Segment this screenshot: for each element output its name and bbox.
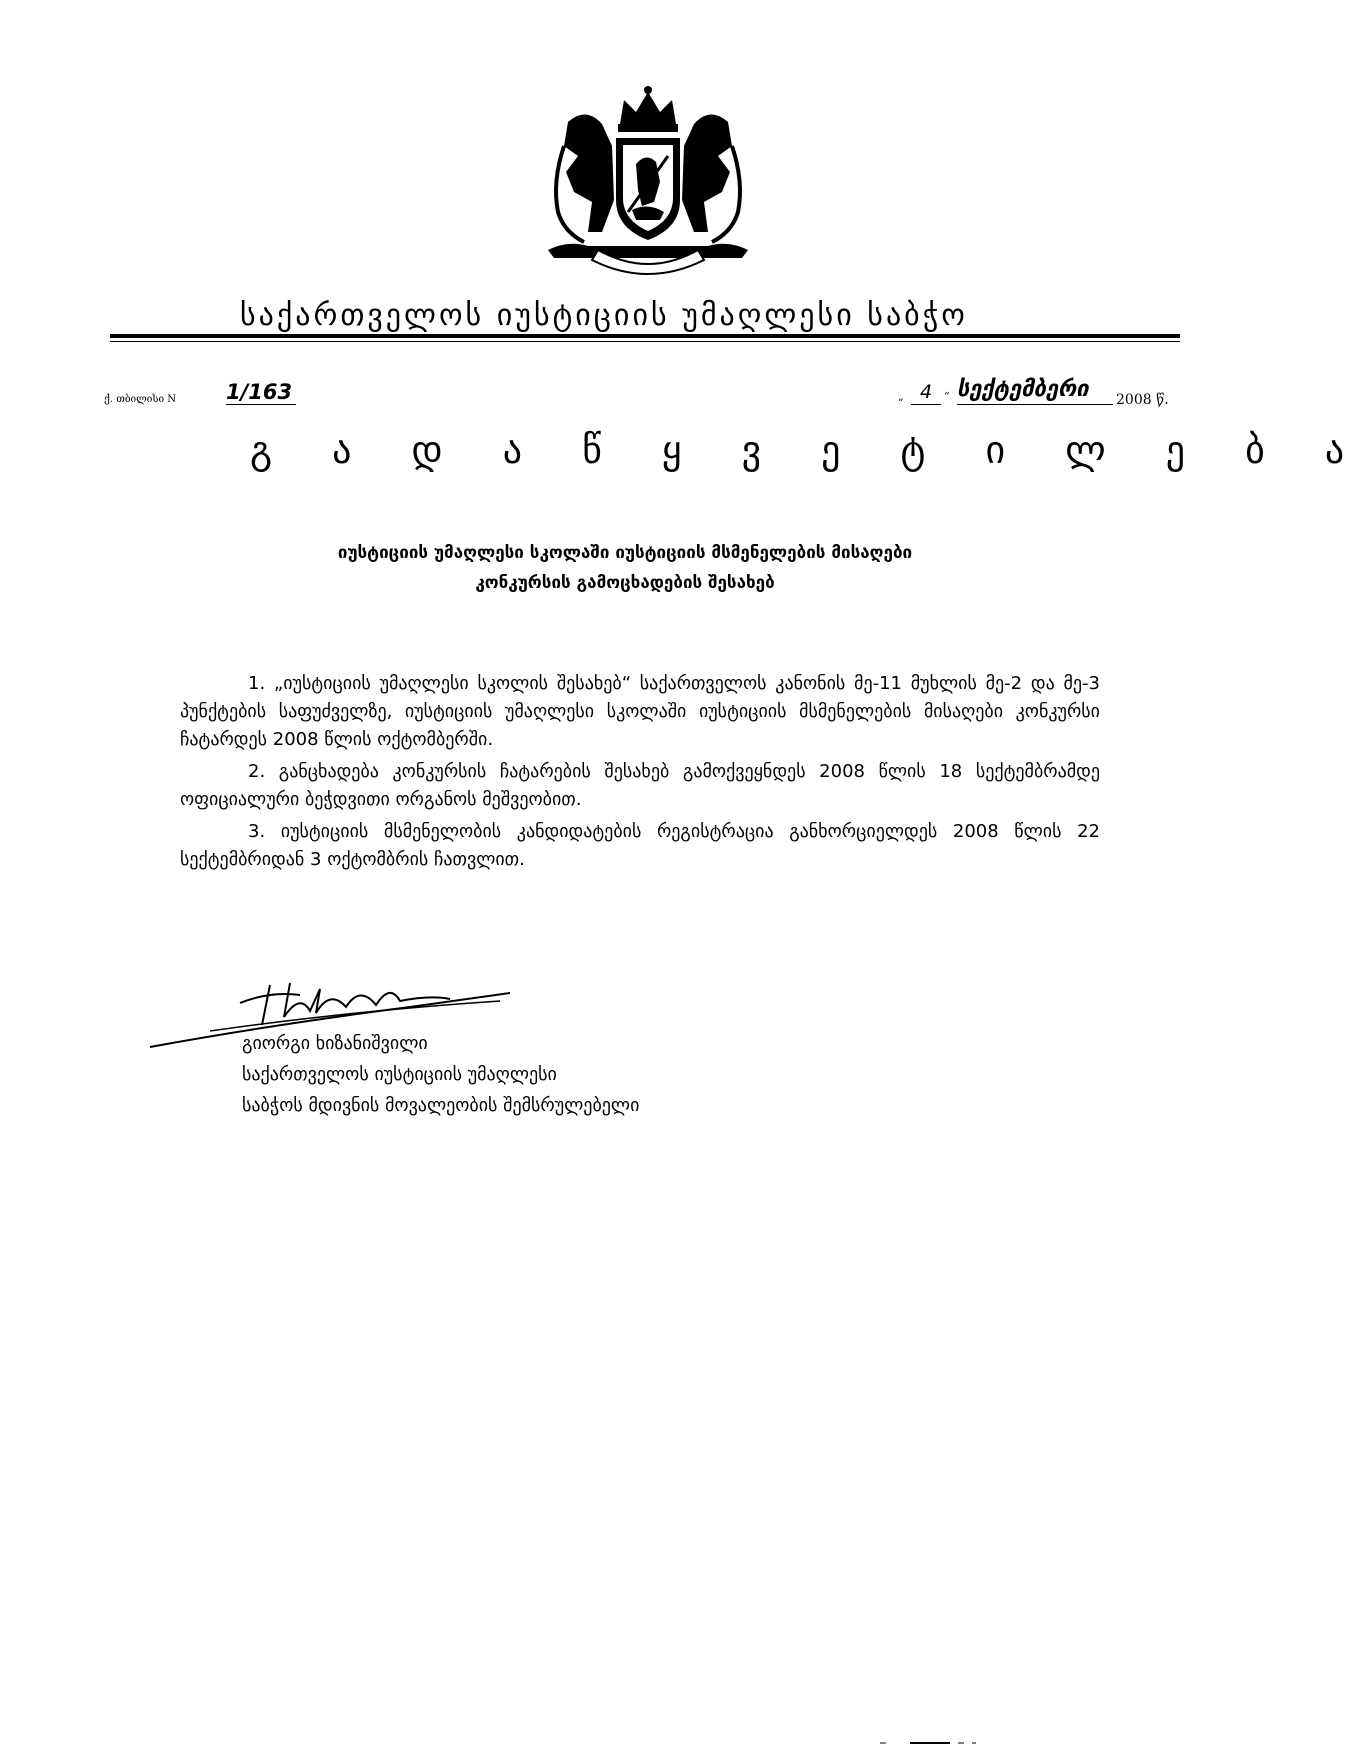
body-paragraph-1: 1. „იუსტიციის უმაღლესი სკოლის შესახებ“ საქართველოს კანონის მე-11 მუხლის მე-2 და მე-3 პუნქტების საფუძველზე, იუსტიციის უმაღლესი სკოლაში იუსტიციის მსმენელების მისაღები კონკურსი ჩატარდეს 2008 წლის ოქტომბერში. [180, 673, 1100, 750]
signatory-block [242, 1028, 639, 1121]
date-month: სექტემბერი [957, 376, 1113, 405]
signatory-title-line: საბჭოს მდივნის მოვალეობის შემსრულებელი [242, 1095, 640, 1116]
header-rule-thick [110, 334, 1180, 338]
body-paragraph-2: 2. განცხადება კონკურსის ჩატარების შესახებ გამოქვეყნდეს 2008 წლის 18 სექტემბრამდე ოფიციალური ბეჭდვითი ორგანოს მეშვეობით. [180, 761, 1100, 810]
document-number-label: ქ. თბილისი N [104, 394, 176, 405]
document-type-heading: გ ა დ ა წ ყ ვ ე ტ ი ლ ე ბ ა [250, 428, 1368, 472]
coat-of-arms-icon [528, 82, 768, 282]
signatory-title-line: საქართველოს იუსტიციის უმაღლესი [242, 1064, 557, 1085]
organization-title: საქართველოს იუსტიციის უმაღლესი საბჭო [240, 298, 968, 333]
date-year: 2008 წ. [1116, 392, 1169, 408]
date-day: 4 [911, 380, 941, 405]
document-number-value: 1/163 [226, 380, 296, 405]
date-quote-open: „ [898, 390, 904, 403]
document-subject [250, 538, 1000, 598]
document-body [180, 670, 1100, 878]
header-rule-thin [110, 341, 1180, 342]
date-quote-close: “ [944, 390, 950, 403]
subject-line: იუსტიციის უმაღლესი სკოლაში იუსტიციის მსმენელების მისაღები [337, 543, 913, 563]
signatory-name: გიორგი ხიზანიშვილი [242, 1033, 428, 1054]
subject-line: კონკურსის გამოცხადების შესახებ [475, 573, 775, 593]
footer-marks [880, 1740, 990, 1746]
body-paragraph-3: 3. იუსტიციის მსმენელობის კანდიდატების რეგისტრაცია განხორციელდეს 2008 წლის 22 სექტემბრიდან 3 ოქტომბრის ჩათვლით. [180, 821, 1100, 870]
